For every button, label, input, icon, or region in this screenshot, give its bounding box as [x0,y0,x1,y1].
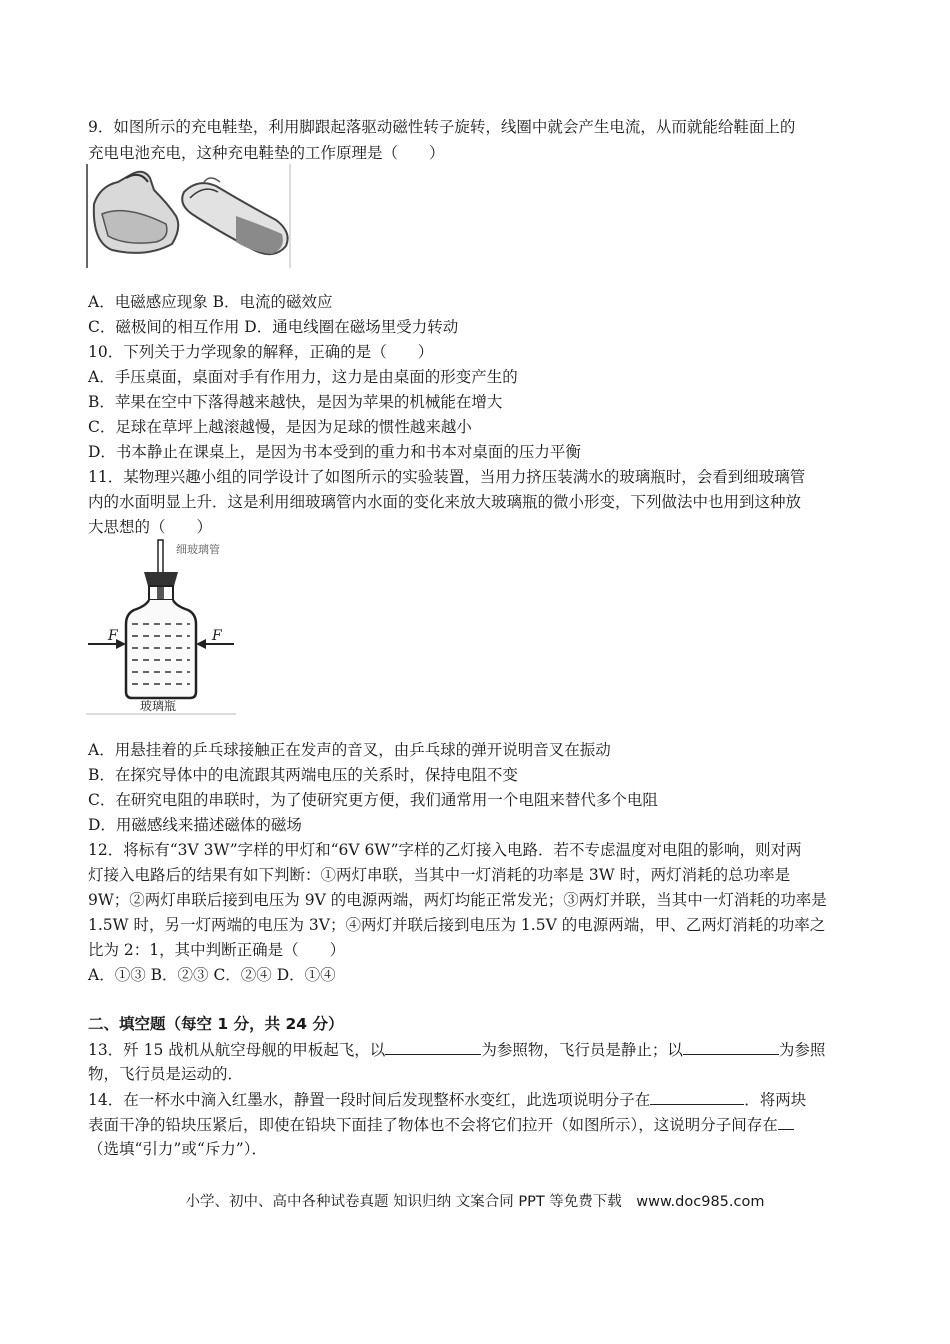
section-title: 二、填空题（每空 1 分，共 24 分） [88,1015,344,1033]
q10-option-c: C．足球在草坪上越滚越慢，是因为足球的惯性越来越小 [88,418,472,436]
q12-line3: 9W；②两灯串联后接到电压为 9V 的电源两端，两灯均能正常发光；③两灯并联，当其中一灯消耗的功率是 [88,891,827,909]
q12-line4: 1.5W 时，另一灯两端的电压为 3V；④两灯并联后接到电压为 1.5V 的电源两端，甲、乙两灯消耗的功率之 [88,916,826,934]
q14-line3: （选填“引力”或“斥力”）． [88,1140,267,1158]
q11-option-a: A．用悬挂着的乒乓球接触正在发声的音叉，由乒乓球的弹开说明音叉在振动 [88,741,611,759]
q14-line2 [88,1114,794,1135]
q11-stem-line3: 大思想的（ ） [88,518,213,536]
q11-stem-line1: 11．某物理兴趣小组的同学设计了如图所示的实验装置，当用力挤压装满水的玻璃瓶时，会看到细玻璃管 [88,468,806,486]
q10-option-b: B．苹果在空中下落得越来越快，是因为苹果的机械能在增大 [88,393,503,411]
q13-line2: 物，飞行员是运动的． [88,1065,244,1083]
q14-blank-1[interactable] [650,1089,744,1105]
q13-blank-2[interactable] [683,1039,779,1055]
q14-line1 [88,1089,806,1110]
q9-options-line2: C．磁极间的相互作用 D．通电线圈在磁场里受力转动 [88,318,459,336]
q9-options-line1: A．电磁感应现象 B．电流的磁效应 [88,293,333,311]
q10-option-a: A．手压桌面，桌面对手有作用力，这力是由桌面的形变产生的 [88,368,518,386]
q10-option-d: D．书本静止在课桌上，是因为书本受到的重力和书本对桌面的压力平衡 [88,443,581,461]
q11-option-c: C．在研究电阻的串联时，为了使研究更方便，我们通常用一个电阻来替代多个电阻 [88,791,658,809]
q11-stem-line2: 内的水面明显上升．这是利用细玻璃管内水面的变化来放大玻璃瓶的微小形变，下列做法中也用到这种放 [88,493,802,511]
q12-options: A．①③ B．②③ C．②④ D．①④ [88,966,336,984]
tube-label: 细玻璃管 [176,543,220,556]
q10-stem: 10．下列关于力学现象的解释，正确的是（ ） [88,343,434,361]
q12-line5: 比为 2：1，其中判断正确是（ ） [88,941,346,959]
q9-stem-line1: 9．如图所示的充电鞋垫，利用脚跟起落驱动磁性转子旋转，线圈中就会产生电流，从而就能给鞋面上的 [88,118,796,136]
q13-text-c: 为参照 [778,1041,826,1059]
q13-blank-1[interactable] [385,1039,481,1055]
q14-text-c: 表面干净的铅块压紧后，即使在铅块下面挂了物体也不会将它们拉开（如图所示），这说明分子间存在 [88,1116,778,1134]
q13-text-b: 为参照物，飞行员是静止；以 [481,1041,683,1059]
q13-text-a: 13．歼 15 战机从航空母舰的甲板起飞，以 [88,1041,386,1059]
q14-blank-2[interactable] [778,1114,794,1130]
q9-stem-line2: 充电电池充电，这种充电鞋垫的工作原理是（ ） [88,144,445,162]
q13-line1 [88,1039,825,1060]
q11-option-d: D．用磁感线来描述磁体的磁场 [88,816,302,834]
q14-text-b: ．将两块 [744,1091,807,1109]
bottle-label: 玻璃瓶 [140,699,177,713]
q14-text-a: 14．在一杯水中滴入红墨水，静置一段时间后发现整杯水变红，此选项说明分子在 [88,1091,651,1109]
q11-option-b: B．在探究导体中的电流跟其两端电压的关系时，保持电阻不变 [88,766,518,784]
q12-line2: 灯接入电路后的结果有如下判断：①两灯串联，当其中一灯消耗的功率是 3W 时，两灯消耗的总功率是 [88,866,791,884]
page-footer: 小学、初中、高中各种试卷真题 知识归纳 文案合同 PPT 等免费下载 www.doc985.com [185,1194,765,1210]
force-right-label: F [212,628,222,644]
q12-line1: 12．将标有“3V 3W”字样的甲灯和“6V 6W”字样的乙灯接入电路．若不专虑温度对电阻的影响，则对两 [88,841,802,859]
charging-insole-figure [86,164,294,270]
force-left-label: F [108,628,118,644]
